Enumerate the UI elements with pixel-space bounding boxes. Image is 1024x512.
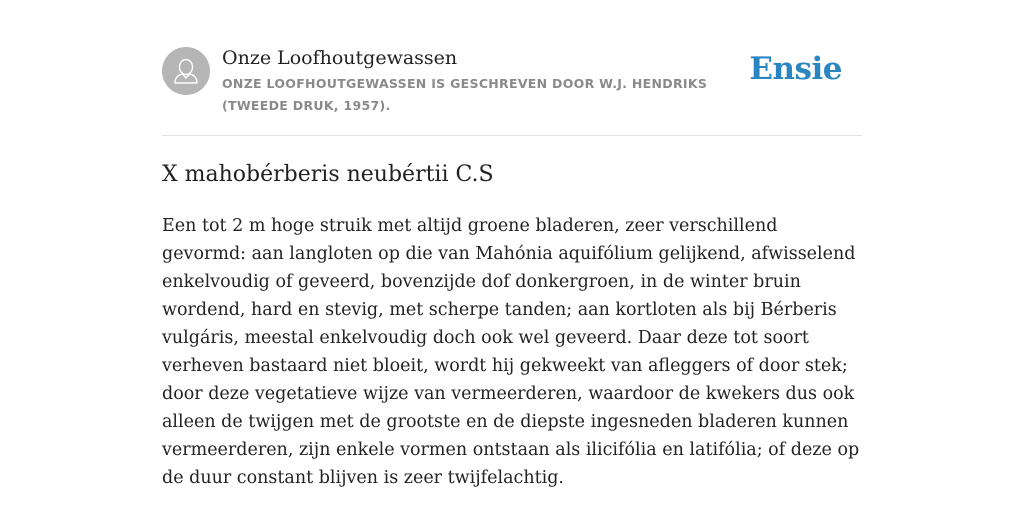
source-description: ONZE LOOFHOUTGEWASSEN IS GESCHREVEN DOOR W.J. HENDRIKS (TWEEDE DRUK, 1957). (222, 76, 708, 113)
source-header (162, 46, 862, 116)
header-divider (162, 135, 862, 136)
user-icon (162, 47, 210, 95)
entry-body: Een tot 2 m hoge struik met altijd groene bladeren, zeer verschillend gevormd: aan langloten op die van Mahónia aquifólium gelijkend, afwisselend enkelvoudig of geveerd, bovenzijde dof donkergroen, in de winter bruin wordend, hard en stevig, met scherpe tanden; aan kortloten als bij Bérberis vulgáris, meestal enkelvoudig doch ook wel geveerd. Daar deze tot soort verheven bastaard niet bloeit, wordt hij gekweekt van afleggers of door stek; door deze vegetatieve wijze van vermeerderen, waardoor de kwekers dus ook alleen de twijgen met de grootste en de diepste ingesneden bladeren kunnen vermeerderen, zijn enkele vormen ontstaan als ilicifólia en latifólia; of deze op de duur constant blijven is zeer twijfelachtig. (162, 216, 860, 488)
ensie-logo[interactable]: Ensie (749, 51, 842, 87)
source-title[interactable]: Onze Loofhoutgewassen (222, 47, 458, 69)
entry-title: X mahobérberis neubértii C.S (162, 162, 494, 187)
